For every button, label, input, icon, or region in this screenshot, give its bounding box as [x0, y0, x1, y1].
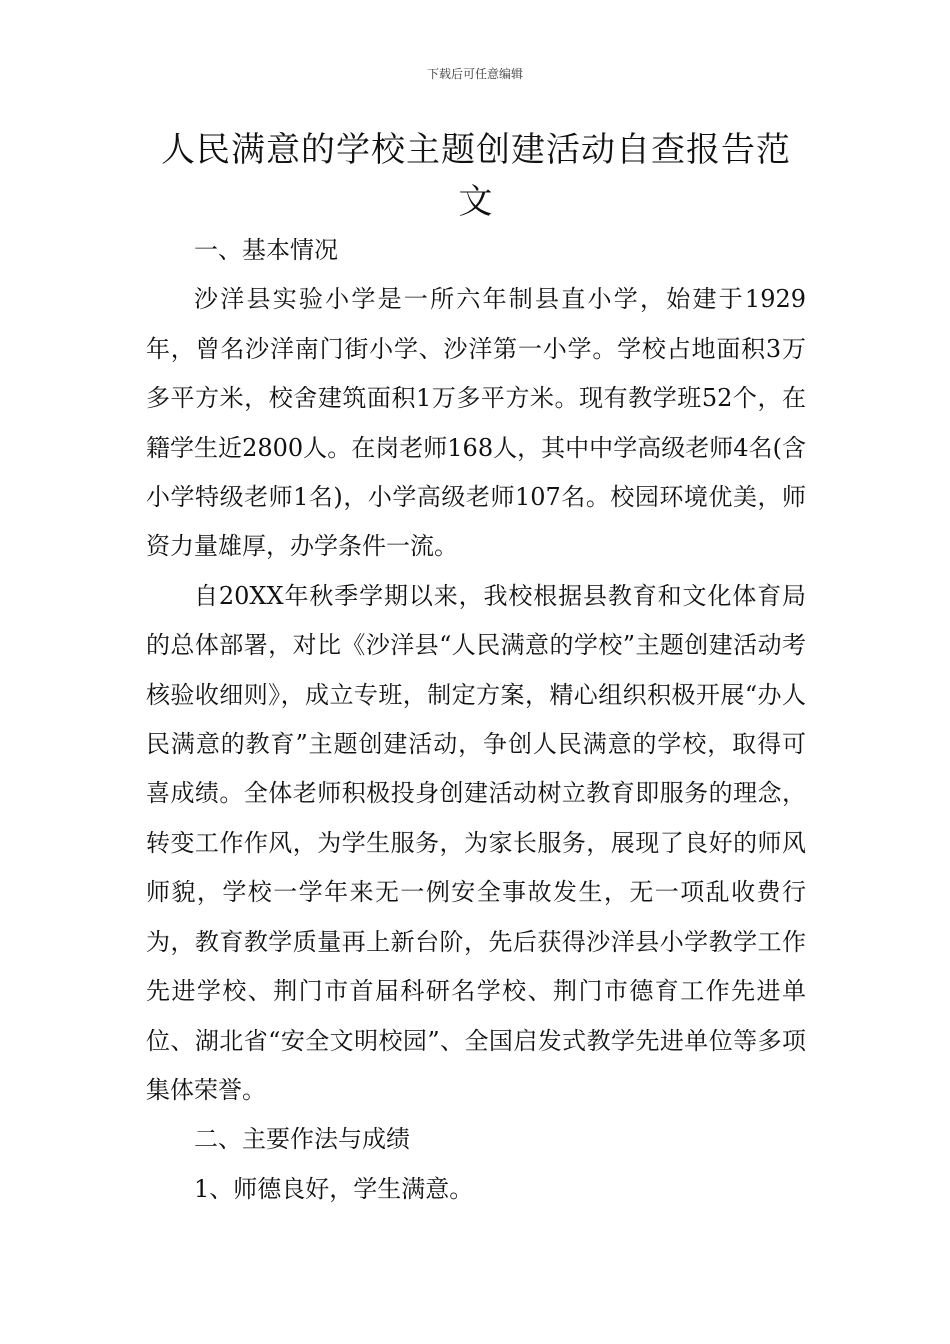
paragraph-campaign-summary: 自20XX年秋季学期以来，我校根据县教育和文化体育局的总体部署，对比《沙洋县“人民满意的学校”主题创建活动考核验收细则》，成立专班，制定方案，精心组织积极开展“办人民满意的教育”主题创建活动，争创人民满意的学校，取得可喜成绩。全体老师积极投身创建活动树立教育即服务的理念，转变工作作风，为学生服务，为家长服务，展现了良好的师风师貌，学校一学年来无一例安全事故发生，无一项乱收费行为，教育教学质量再上新台阶，先后获得沙洋县小学教学工作先进学校、荆门市首届科研名学校、荆门市德育工作先进单位、湖北省“安全文明校园”、全国启发式教学先进单位等多项集体荣誉。 — [146, 581, 806, 1104]
section-heading-main-practices: 二、主要作法与成绩 — [194, 1125, 410, 1154]
header-note: 下载后可任意编辑 — [426, 67, 523, 81]
paragraph-school-overview: 沙洋县实验小学是一所六年制县直小学，始建于1929年，曾名沙洋南门街小学、沙洋第一小学。学校占地面积3万多平方米，校舍建筑面积1万多平方米。现有教学班52个，在籍学生近2800人。在岗老师168人，其中中学高级老师4名(含小学特级老师1名)，小学高级老师107名。校园环境优美，师资力量雄厚，办学条件一流。 — [146, 285, 806, 561]
document-body — [146, 226, 806, 1214]
subheading-teacher-ethics: 1、师德良好，学生满意。 — [194, 1174, 474, 1203]
section-heading-basic-info: 一、基本情况 — [194, 236, 338, 264]
document-title: 人民满意的学校主题创建活动自查报告范文 — [161, 130, 791, 222]
